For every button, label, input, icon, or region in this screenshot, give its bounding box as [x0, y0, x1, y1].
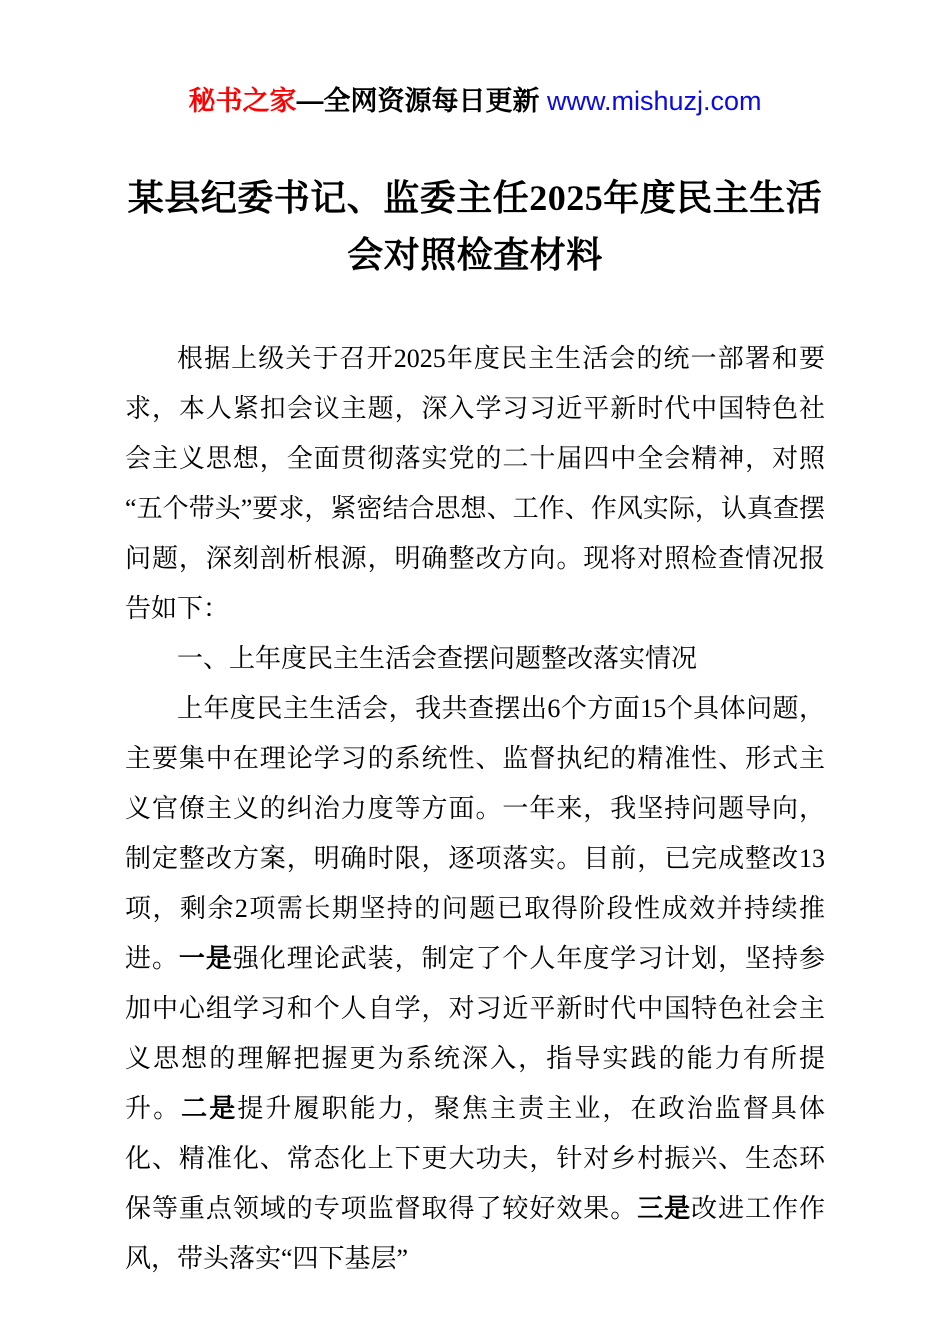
emphasis-run-yishi: 一是 — [178, 944, 233, 973]
brand-separator-dash: — — [296, 86, 324, 116]
text-run: 改进工作作风，带头落实“四下基层” — [125, 1194, 825, 1273]
text-run: 提升履职能力，聚焦主责主业，在政治监督具体化、精准化、常态化上下更大功夫，针对乡村振兴、生态环保等重点领域的专项监督取得了较好效果。 — [125, 1094, 825, 1223]
brand-text: 秘书之家 — [188, 86, 297, 116]
text-run: 上年度民主生活会，我共查摆出6个方面15个具体问题，主要集中在理论学习的系统性、监督执纪的精准性、形式主义官僚主义的纠治力度等方面。一年来，我坚持问题导向，制定整改方案，明确时限，逐项落实。目前，已完成整改13项，剩余2项需长期坚持的问题已取得阶段性成效并持续推进。 — [125, 694, 825, 973]
site-url-link[interactable]: www.mishuzj.com — [546, 86, 762, 116]
emphasis-run-ershi: 二是 — [181, 1094, 238, 1123]
paragraph-section1 — [125, 684, 825, 1284]
document-title: 某县纪委书记、监委主任2025年度民主生活会对照检查材料 — [127, 178, 823, 275]
brand-tagline: 全网资源每日更新 — [323, 86, 540, 116]
section-heading-1: 一、上年度民主生活会查摆问题整改落实情况 — [177, 644, 698, 673]
emphasis-run-sanshi: 三是 — [637, 1194, 692, 1223]
paragraph-intro: 根据上级关于召开2025年度民主生活会的统一部署和要求，本人紧扣会议主题，深入学习习近平新时代中国特色社会主义思想，全面贯彻落实党的二十届四中全会精神，对照“五个带头”要求，紧密结合思想、工作、作风实际，认真查摆问题，深刻剖析根源，明确整改方向。现将对照检查情况报告如下： — [125, 344, 825, 623]
text-run: 强化理论武装，制定了个人年度学习计划，坚持参加中心组学习和个人自学，对习近平新时代中国特色社会主义思想的理解把握更为系统深入，指导实践的能力有所提升。 — [125, 944, 825, 1123]
document-body — [125, 334, 825, 1284]
site-header — [125, 86, 825, 116]
